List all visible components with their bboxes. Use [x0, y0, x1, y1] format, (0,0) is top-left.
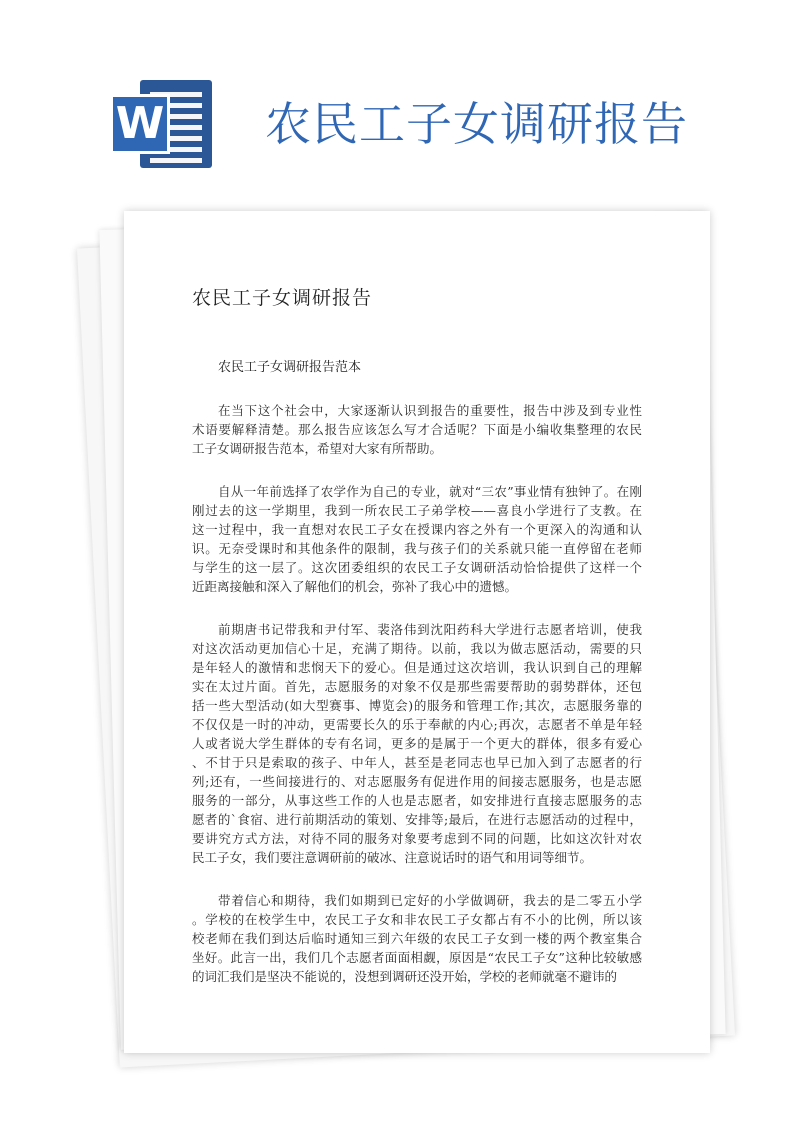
paragraph-line: 是年轻人的激情和悲悯天下的爱心。但是通过这次培训，我认识到自己的理解: [192, 660, 642, 675]
paragraph-line: 。学校的在校学生中，农民工子女和非农民工子女都占有不小的比例，所以该: [192, 912, 642, 927]
paragraph: [192, 891, 642, 986]
paragraph-line: 人或者说大学生群体的专有名词，更多的是属于一个更大的群体，很多有爱心: [192, 736, 642, 751]
paragraph: [192, 401, 642, 458]
paragraph-line: 列;还有，一些间接进行的、对志愿服务有促进作用的间接志愿服务，也是志愿: [192, 774, 642, 789]
paragraph-line: 带着信心和期待，我们如期到已定好的小学做调研，我去的是二零五小学: [218, 893, 642, 908]
paragraph-line: 愿者的`食宿、进行前期活动的策划、安排等;最后，在进行志愿活动的过程中，: [192, 812, 642, 827]
paragraph: [192, 620, 642, 867]
paragraph-line: 与学生的这一层了。这次团委组织的农民工子女调研活动恰恰提供了这样一个: [192, 560, 642, 575]
paragraph: [192, 482, 642, 596]
paragraph-line: 的词汇我们是坚决不能说的，没想到调研还没开始，学校的老师就毫不避讳的: [192, 969, 618, 984]
paragraph-line: 刚过去的这一学期里，我到一所农民工子弟学校——喜良小学进行了支教。在: [192, 503, 642, 518]
paragraph-line: 服务的一部分，从事这些工作的人也是志愿者，如安排进行直接志愿服务的志: [192, 793, 642, 808]
page-header: [0, 0, 800, 200]
paragraph-line: 在当下这个社会中，大家逐渐认识到报告的重要性，报告中涉及到专业性: [218, 403, 642, 418]
word-letter-badge: W: [110, 94, 170, 154]
document-page: [124, 211, 710, 1053]
document-subtitle: 农民工子女调研报告范本: [218, 360, 362, 375]
paragraph-line: 坐好。此言一出，我们几个志愿者面面相觑，原因是“农民工子女”这种比较敏感: [192, 950, 642, 965]
paragraph-line: 工子女调研报告范本，希望对大家有所帮助。: [192, 441, 443, 456]
paragraph-line: 识。无奈受课时和其他条件的限制，我与孩子们的关系就只能一直停留在老师: [192, 541, 642, 556]
paragraph-line: 要讲究方式方法，对待不同的服务对象要考虑到不同的问题，比如这次针对农: [192, 831, 642, 846]
paragraph-line: 不仅仅是一时的冲动，更需要长久的乐于奉献的内心;再次，志愿者不单是年轻: [192, 717, 642, 732]
paragraph-line: 术语要解释清楚。那么报告应该怎么写才合适呢？下面是小编收集整理的农民: [192, 422, 642, 437]
paragraph-line: 近距离接触和深入了解他们的机会，弥补了我心中的遗憾。: [192, 579, 518, 594]
header-title: 农民工子女调研报告: [265, 97, 688, 151]
paragraph-line: 对这次活动更加信心十足，充满了期待。以前，我以为做志愿活动，需要的只: [192, 641, 642, 656]
paragraph-line: 前期唐书记带我和尹付军、裴洛伟到沈阳药科大学进行志愿者培训，使我: [218, 622, 642, 637]
paragraph-line: 民工子女，我们要注意调研前的破冰、注意说话时的语气和用词等细节。: [192, 850, 593, 865]
paragraph-line: 实在太过片面。首先，志愿服务的对象不仅是那些需要帮助的弱势群体，还包: [192, 679, 642, 694]
paragraph-line: 、不甘于只是索取的孩子、中年人，甚至是老同志也早已加入到了志愿者的行: [192, 755, 642, 770]
document-title: 农民工子女调研报告: [192, 287, 373, 309]
paragraph-line: 括一些大型活动(如大型赛事、博览会)的服务和管理工作;其次，志愿服务靠的: [192, 698, 642, 713]
paragraph-line: 校老师在我们到达后临时通知三到六年级的农民工子女到一楼的两个教室集合: [192, 931, 642, 946]
paragraph-line: 自从一年前选择了农学作为自己的专业，就对“三农”事业情有独钟了。在刚: [218, 484, 642, 499]
paragraph-line: 这一过程中，我一直想对农民工子女在授课内容之外有一个更深入的沟通和认: [192, 522, 642, 537]
document-body: [192, 401, 642, 1010]
word-document-icon: [110, 80, 215, 168]
